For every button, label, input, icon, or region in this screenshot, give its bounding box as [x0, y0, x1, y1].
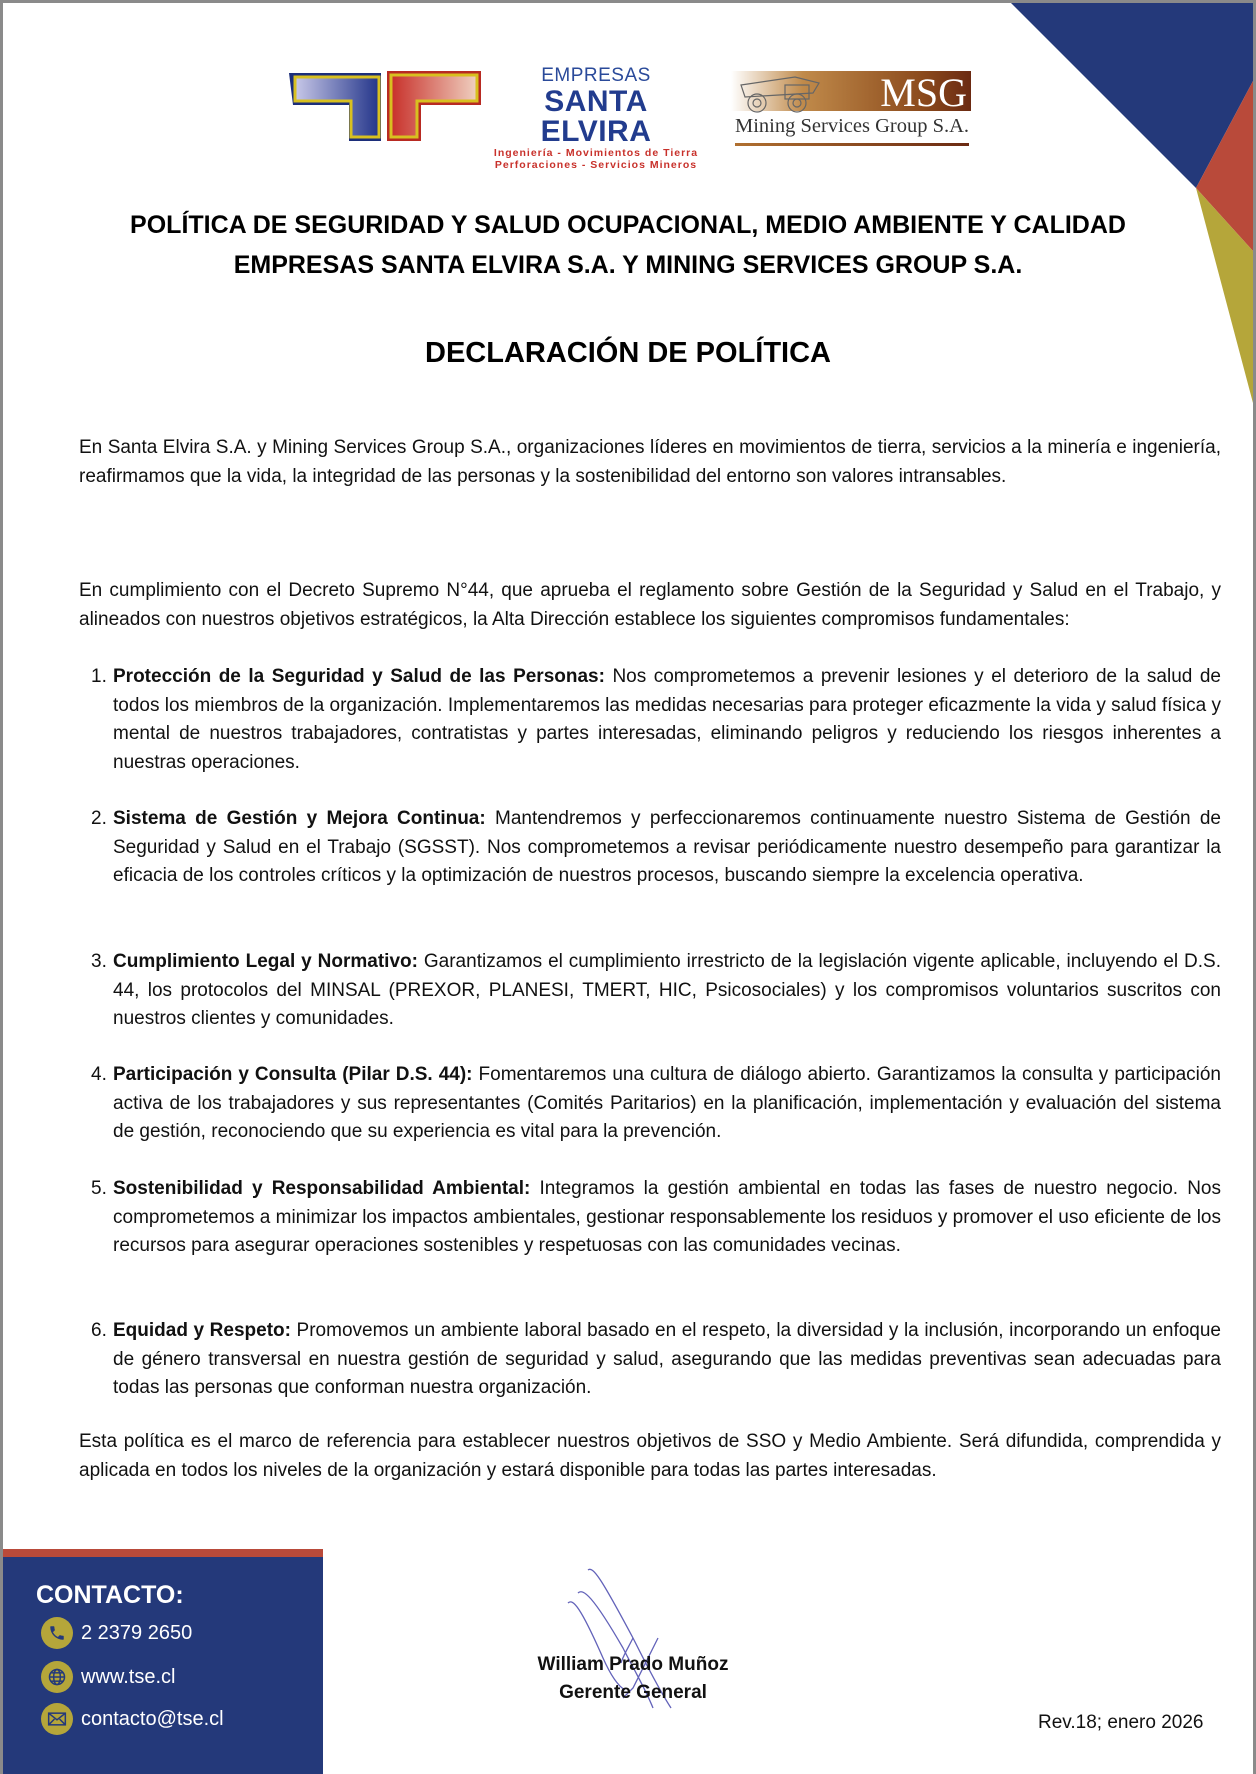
- item-title: Participación y Consulta (Pilar D.S. 44):: [113, 1064, 473, 1085]
- policy-page: [3, 3, 1253, 1774]
- signer-name: William Prado Muñoz: [537, 1654, 729, 1675]
- commitment-item-6: [79, 1317, 1221, 1403]
- item-number: 1.: [91, 666, 107, 687]
- intro-paragraph-1: En Santa Elvira S.A. y Mining Services Group S.A., organizaciones líderes en movimientos de tierra, servicios a la minería e ingeniería, reafirmamos que la vida, la integridad de las personas y la sostenibilidad del entorno son valores intransables.: [79, 437, 1221, 487]
- policy-title-line-1: POLÍTICA DE SEGURIDAD Y SALUD OCUPACIONAL, MEDIO AMBIENTE Y CALIDAD: [130, 211, 1126, 239]
- santa-elvira-empresas: EMPRESAS: [541, 65, 651, 86]
- item-text: Integramos la gestión ambiental en todas las fases de nuestro negocio. Nos comprometemos a minimizar los impactos ambientales, gestionar responsablemente los residuos y promover el uso eficiente de los recursos para asegurar operaciones sostenibles y respetuosas con las comunidades vecinas.: [113, 1178, 1221, 1256]
- phone-icon: [41, 1617, 73, 1649]
- msg-band: [731, 70, 971, 115]
- website-link[interactable]: www.tse.cl: [81, 1665, 176, 1688]
- closing-paragraph: Esta política es el marco de referencia para establecer nuestros objetivos de SSO y Medio Ambiente. Será difundida, comprendida y aplicada en todos los niveles de la organización y estará disponible para todas las partes interesadas.: [79, 1431, 1221, 1481]
- commitment-item-2: [79, 805, 1221, 891]
- globe-icon: [41, 1661, 73, 1693]
- mining-truck-icon: [735, 63, 825, 113]
- msg-underline: [735, 143, 969, 146]
- contact-phone: [41, 1617, 192, 1649]
- item-text: Fomentaremos una cultura de diálogo abierto. Garantizamos la consulta y participación activa de los trabajadores y sus representantes (Comités Paritarios) en la planificación, implementación y evaluación del sistema de gestión, reconociendo que su experiencia es vital para la prevención.: [113, 1064, 1221, 1142]
- contact-panel: [3, 1549, 323, 1774]
- revision-label: Rev.18; enero 2026: [1038, 1712, 1204, 1733]
- policy-title-line-2: EMPRESAS SANTA ELVIRA S.A. Y MINING SERVICES GROUP S.A.: [233, 251, 1023, 279]
- santa-elvira-logo: [285, 65, 705, 171]
- msg-logo: [731, 65, 971, 149]
- item-title: Cumplimiento Legal y Normativo:: [113, 951, 418, 972]
- msg-letters: MSG: [880, 70, 967, 115]
- item-title: Sistema de Gestión y Mejora Continua:: [113, 808, 486, 829]
- item-title: Sostenibilidad y Responsabilidad Ambiental:: [113, 1178, 531, 1199]
- envelope-icon: [41, 1703, 73, 1735]
- declaration-heading: DECLARACIÓN DE POLÍTICA: [425, 337, 831, 369]
- santa-elvira-tagline-2: Perforaciones - Servicios Mineros: [494, 159, 698, 171]
- item-number: 4.: [91, 1064, 107, 1085]
- item-number: 6.: [91, 1320, 107, 1341]
- item-text: Mantendremos y perfeccionaremos continuamente nuestro Sistema de Gestión de Seguridad y Salud en el Trabajo (SGSST). Nos comprometemos a revisar periódicamente nuestro desempeño para garantizar la eficacia de los controles críticos y la optimización de nuestros procesos, buscando siempre la excelencia operativa.: [113, 808, 1221, 886]
- item-number: 2.: [91, 808, 107, 829]
- commitment-item-5: [79, 1175, 1221, 1261]
- contact-web: [41, 1661, 175, 1693]
- santa-elvira-name: SANTA ELVIRA: [540, 85, 652, 148]
- email-link[interactable]: contacto@tse.cl: [81, 1707, 224, 1730]
- item-text: Nos comprometemos a prevenir lesiones y el deterioro de la salud de todos los miembros de la organización. Implementaremos las medidas necesarias para proteger eficazmente la vida y salud física y mental de nuestros trabajadores, contratistas y partes interesadas, eliminando peligros y reduciendo los riesgos inherentes a nuestras operaciones.: [113, 666, 1221, 773]
- item-title: Equidad y Respeto:: [113, 1320, 291, 1341]
- item-text: Garantizamos el cumplimiento irrestricto de la legislación vigente aplicable, incluyendo el D.S. 44, los protocolos del MINSAL (PREXOR, PLANESI, TMERT, HIC, Psicosociales) y los compromisos voluntarios suscritos con nuestros clientes y comunidades.: [113, 951, 1222, 1029]
- item-number: 3.: [91, 951, 107, 972]
- item-number: 5.: [91, 1178, 107, 1199]
- commitment-item-3: [79, 948, 1221, 1034]
- item-title: Protección de la Seguridad y Salud de las Personas:: [113, 666, 605, 687]
- phone-number[interactable]: 2 2379 2650: [81, 1621, 193, 1644]
- msg-company-name: Mining Services Group S.A.: [735, 115, 970, 137]
- signer-role: Gerente General: [559, 1682, 707, 1703]
- contact-email: [41, 1703, 224, 1735]
- santa-elvira-tagline-1: Ingeniería - Movimientos de Tierra: [493, 147, 699, 159]
- commitment-item-4: [79, 1061, 1221, 1147]
- intro-paragraph-2: En cumplimiento con el Decreto Supremo N°44, que aprueba el reglamento sobre Gestión de la Seguridad y Salud en el Trabajo, y alineados con nuestros objetivos estratégicos, la Alta Dirección establece los siguientes compromisos fundamentales:: [79, 580, 1221, 630]
- commitment-item-1: [79, 663, 1221, 777]
- contact-title: CONTACTO:: [36, 1581, 184, 1609]
- santa-elvira-emblem: [285, 65, 485, 145]
- corner-navy-triangle: [1011, 3, 1253, 188]
- item-text: Promovemos un ambiente laboral basado en el respeto, la diversidad y la inclusión, incorporando un enfoque de género transversal en nuestra gestión de seguridad y salud, asegurando que las medidas preventivas sean adecuadas para todas las personas que conforman nuestra organización.: [113, 1320, 1221, 1398]
